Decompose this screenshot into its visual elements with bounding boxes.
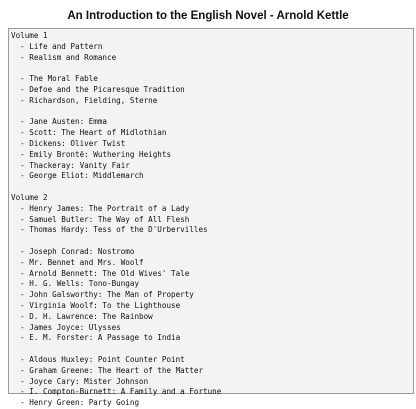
text-line: - George Eliot: Middlemarch [11,171,144,181]
text-line [11,63,413,74]
page-title: An Introduction to the English Novel - Arnold Kettle [67,10,349,22]
text-line: - H. G. Wells: Tono-Bungay [11,279,140,289]
text-line: - Jane Austen: Emma [11,117,108,127]
text-line: - Defoe and the Picaresque Tradition [11,84,185,94]
text-line: Volume 1 [11,31,48,40]
document-text-box[interactable] [8,28,414,408]
text-line: - Scott: The Heart of Midlothian [11,128,167,138]
text-line: - Virginia Woolf: To the Lighthouse [11,300,181,310]
text-line: - Graham Greene: The Heart of the Matter [11,365,204,375]
text-line: - E. M. Forster: A Passage to India [11,333,181,343]
text-line: - Dickens: Oliver Twist [11,138,126,148]
text-line: - D. H. Lawrence: The Rainbow [11,311,153,321]
text-line: - Henry James: The Portrait of a Lady [11,203,190,213]
text-line: - I. Compton-Burnett: A Family and a Fortune [11,387,222,397]
text-line: - Life and Pattern [11,41,103,51]
text-line: - Samuel Butler: The Way of All Flesh [11,214,190,224]
text-line: - John Galsworthy: The Man of Property [11,290,194,300]
text-line: Volume 2 [11,192,48,202]
text-line: - James Joyce: Ulysses [11,322,121,332]
text-line [11,344,413,355]
text-line: - The Moral Fable [11,74,98,84]
text-line: - Joseph Conrad: Nostromo [11,246,135,256]
text-line: - Emily Brontë: Wuthering Heights [11,149,172,159]
text-line: - Arnold Bennett: The Old Wives' Tale [11,268,190,278]
text-line: - Realism and Romance [11,52,117,62]
text-line: - Richardson, Fielding, Sterne [11,95,158,105]
text-line: - Thackeray: Vanity Fair [11,160,130,170]
text-line: - Mr. Bennet and Mrs. Woolf [11,257,144,267]
text-line: - Aldous Huxley: Point Counter Point [11,354,185,364]
text-line [11,236,413,247]
text-line [11,107,413,118]
text-line [11,182,413,193]
text-line: - Thomas Hardy: Tess of the D'Urbervilles [11,225,208,235]
document-text [9,29,413,409]
text-line: - Joyce Cary: Mister Johnson [11,376,149,386]
text-line: - Henry Green: Party Going [11,398,140,408]
